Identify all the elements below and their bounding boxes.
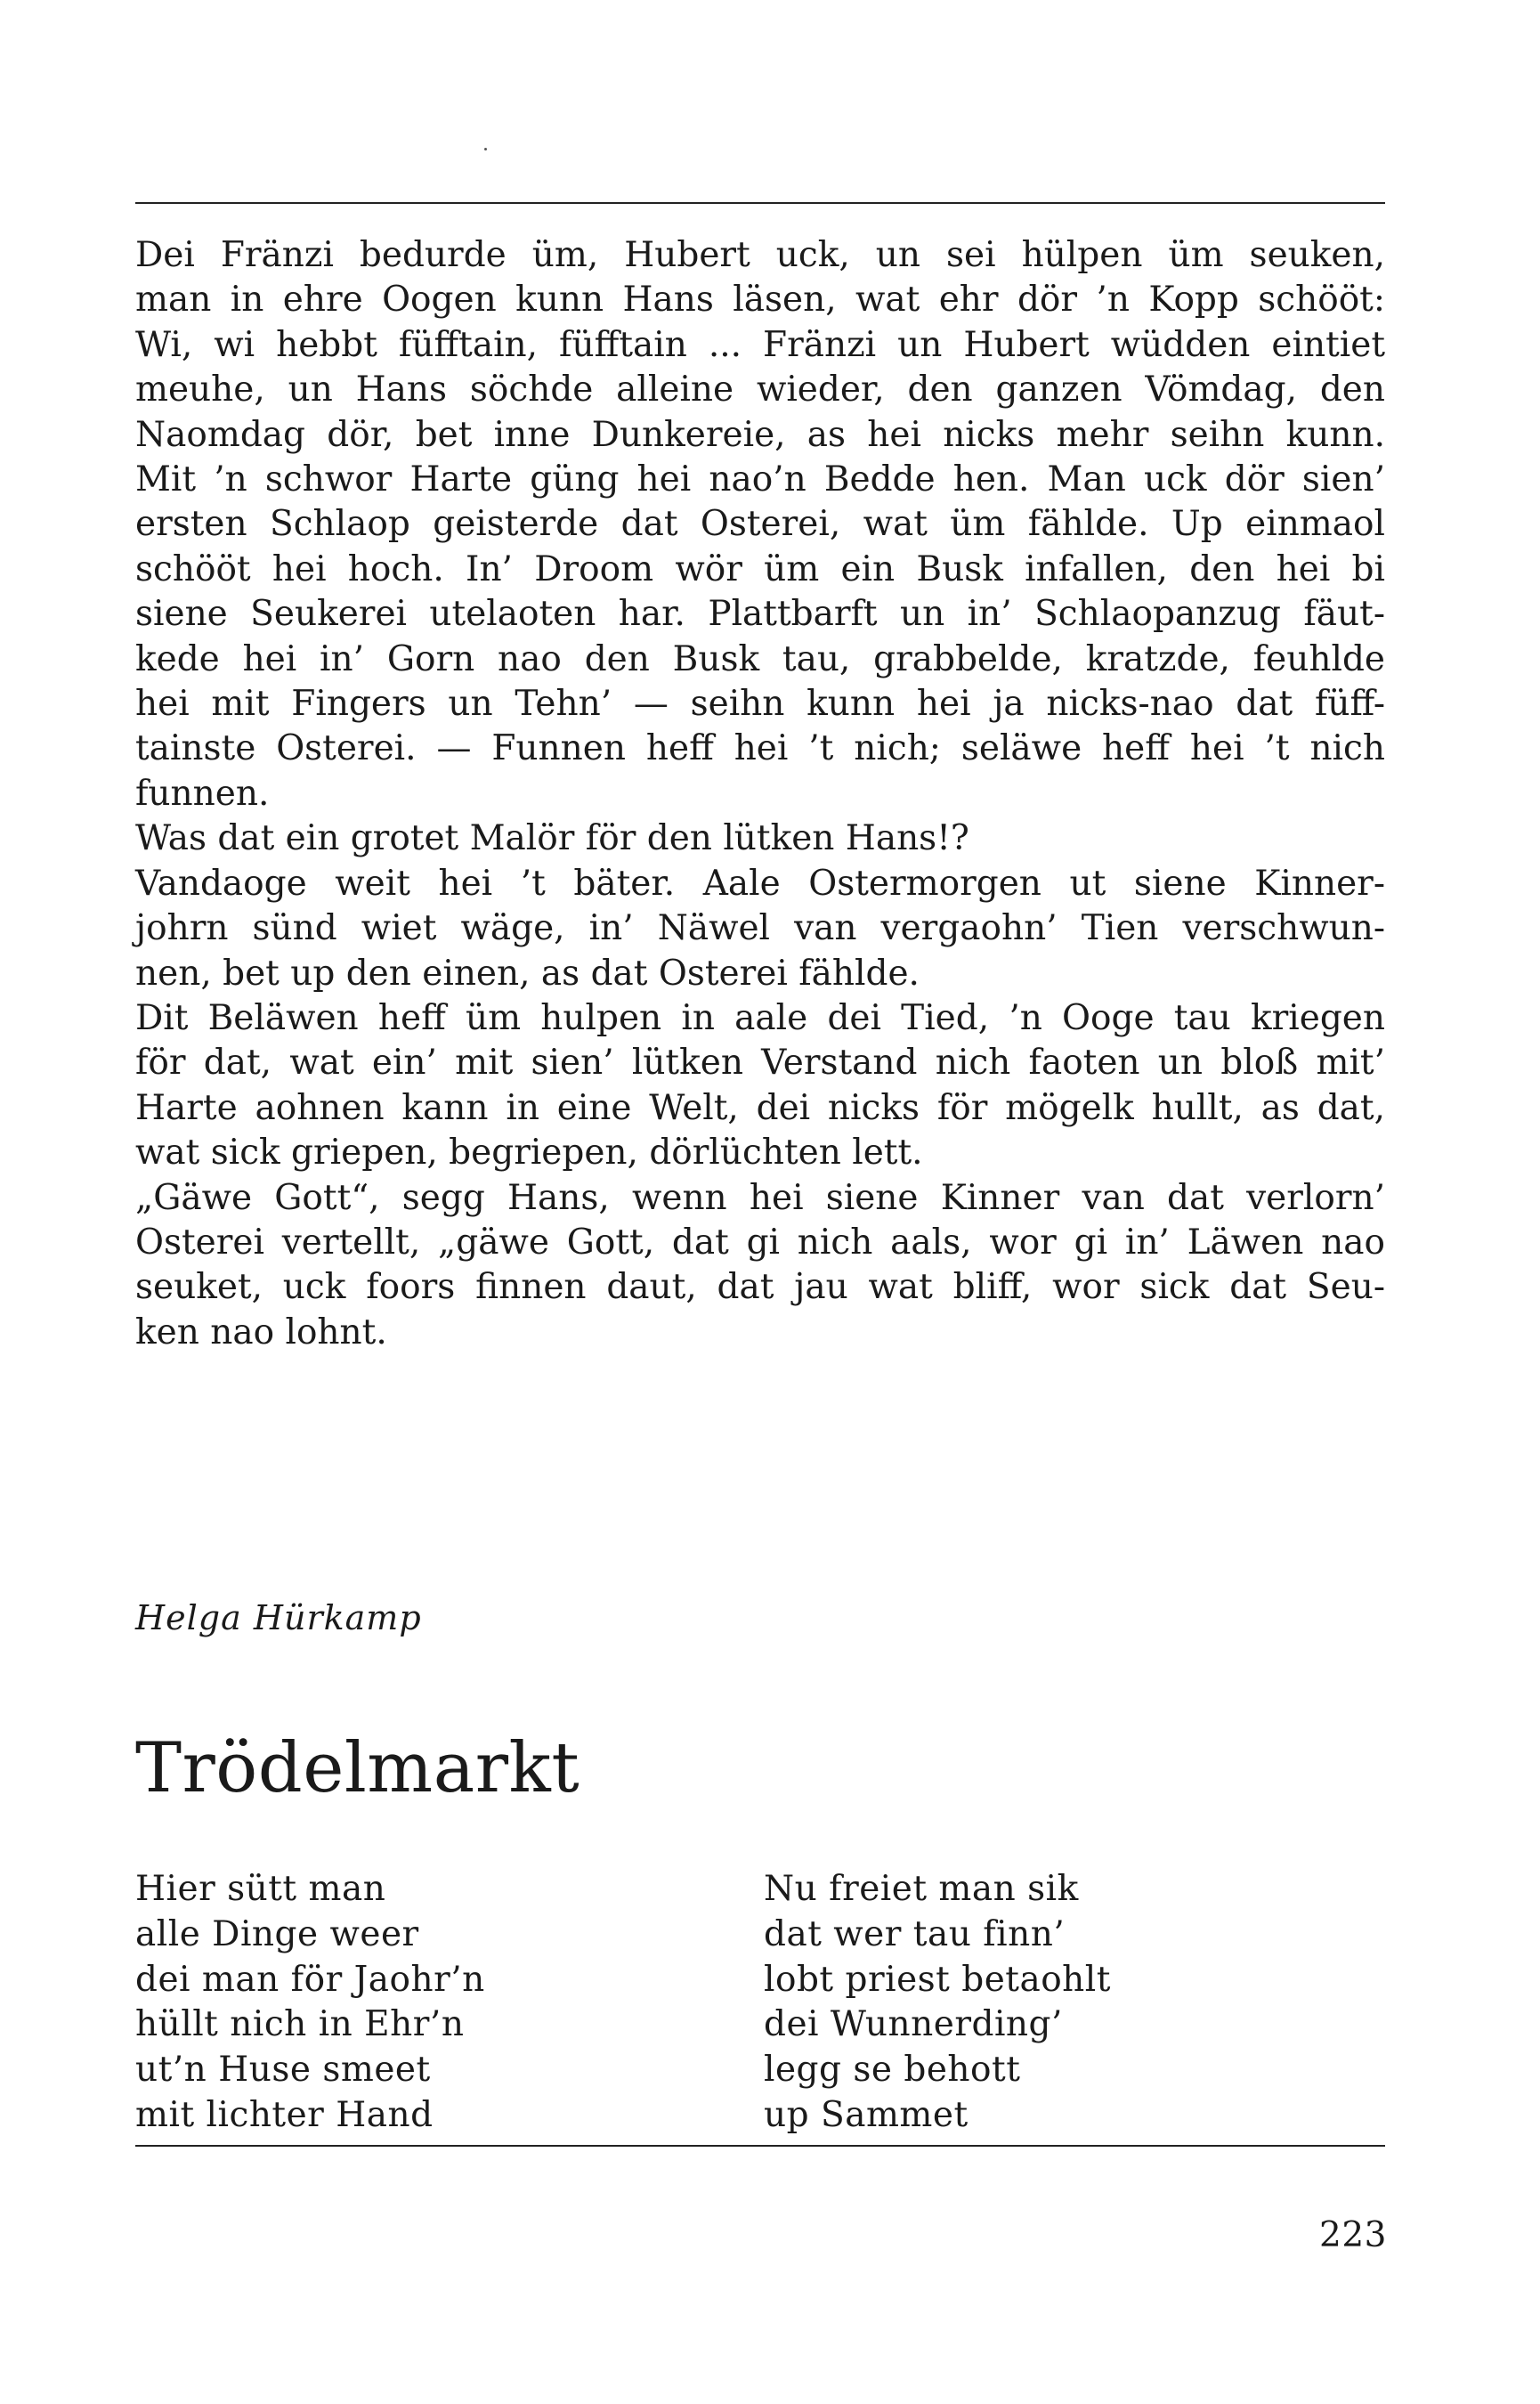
prose-line: „Gäwe Gott“, segg Hans, wenn hei siene Kinner van dat verlorn’ [135,1177,1385,1218]
prose-line: schööt hei hoch. In’ Droom wör üm ein Busk infallen, den hei bi [135,548,1385,589]
poem-verse: dei Wunnerding’ [764,2004,1063,2045]
poem-verse: Hier sütt man [135,1869,386,1909]
poem-verse: lobt priest betaohlt [764,1959,1111,2000]
prose-line: tainste Osterei. — Funnen heff hei ’t nich; seläwe heff hei ’t nich [135,728,1385,769]
prose-line: meuhe, un Hans söchde alleine wieder, den ganzen Vömdag, den [135,370,1385,410]
author-name: Helga Hürkamp [135,1598,422,1637]
prose-block [135,233,1385,1355]
ink-speck [484,148,487,150]
poem-verse: alle Dinge weer [135,1913,419,1954]
poem-left-column [135,1867,705,2139]
prose-line: seuket, uck foors finnen daut, dat jau wat bliff, wor sick dat Seu- [135,1267,1385,1308]
prose-line: siene Seukerei utelaoten har. Plattbarft un in’ Schlaopanzug fäut- [135,594,1385,635]
prose-line: Dit Beläwen heff üm hulpen in aale dei Tied, ’n Ooge tau kriegen [135,997,1385,1038]
prose-line: wat sick griepen, begriepen, dörlüchten lett. [135,1133,923,1174]
poem-verse: mit lichter Hand [135,2094,434,2135]
poem-verse: hüllt nich in Ehr’n [135,2004,465,2045]
prose-line: Naomdag dör, bet inne Dunkereie, as hei nicks mehr seihn kunn. [135,414,1385,455]
prose-line: Vandaoge weit hei ’t bäter. Aale Ostermorgen ut siene Kinner- [135,863,1385,904]
poem-title: Trödelmarkt [135,1728,580,1808]
page-number: 223 [1319,2215,1387,2255]
poem-verse: dat wer tau finn’ [764,1913,1066,1954]
prose-line: ken nao lohnt. [135,1312,387,1352]
prose-line: Wi, wi hebbt füfftain, füfftain ... Fränzi un Hubert wüdden eintiet [135,324,1385,365]
prose-line: johrn sünd wiet wäge, in’ Näwel van vergaohn’ Tien verschwun- [135,908,1385,949]
poem-verse: Nu freiet man sik [764,1869,1079,1909]
prose-line: kede hei in’ Gorn nao den Busk tau, grabbelde, kratzde, feuhlde [135,638,1385,679]
poem-verse: ut’n Huse smeet [135,2050,431,2091]
prose-line: Was dat ein grotet Malör för den lütken Hans!? [135,818,969,859]
bottom-rule [135,2145,1385,2147]
prose-line: Dei Fränzi bedurde üm, Hubert uck, un sei hülpen üm seuken, [135,235,1385,275]
poem-right-column [764,1867,1333,2139]
top-rule [135,202,1385,204]
prose-line: Mit ’n schwor Harte güng hei nao’n Bedde hen. Man uck dör sien’ [135,459,1385,500]
prose-line: nen, bet up den einen, as dat Osterei fählde. [135,953,920,994]
prose-line: för dat, wat ein’ mit sien’ lütken Verstand nich faoten un bloß mit’ [135,1043,1385,1084]
prose-line: hei mit Fingers un Tehn’ — seihn kunn hei ja nicks-nao dat füff- [135,684,1385,725]
prose-line: Osterei vertellt, „gäwe Gott, dat gi nich aals, wor gi in’ Läwen nao [135,1222,1385,1263]
prose-line: ersten Schlaop geisterde dat Osterei, wat üm fählde. Up einmaol [135,504,1385,545]
poem-verse: legg se behott [764,2050,1021,2091]
prose-line: man in ehre Oogen kunn Hans läsen, wat ehr dör ’n Kopp schööt: [135,280,1385,321]
prose-line: Harte aohnen kann in eine Welt, dei nicks för mögelk hullt, as dat, [135,1087,1385,1128]
prose-line: funnen. [135,773,270,814]
poem-verse: up Sammet [764,2094,969,2135]
poem-verse: dei man för Jaohr’n [135,1959,485,2000]
